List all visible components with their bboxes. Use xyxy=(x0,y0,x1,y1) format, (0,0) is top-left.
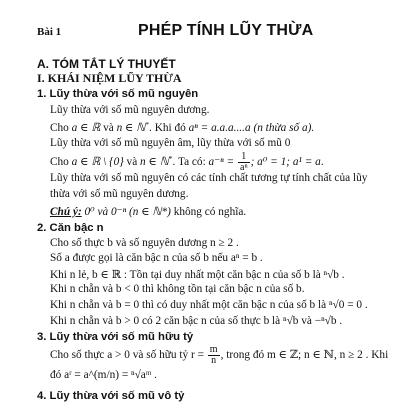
s3-l1-frac-num: m xyxy=(209,344,218,355)
s1-l4-period: . xyxy=(320,156,324,169)
note-condition: (n ∈ ℕ*) xyxy=(126,206,171,218)
s2-line4: Khi n chẵn và b < 0 thì không tồn tại căn bậc n của số b. xyxy=(50,283,305,295)
s1-line5: Lũy thừa với số mũ nguyên có các tính chất tương tự tính chất của lũy xyxy=(50,172,368,184)
s2-line3: Khi n lẻ, b ∈ ℝ : Tồn tại duy nhất một căn bậc n của số b là ⁿ√b . xyxy=(50,269,345,281)
s3-l1-rest: , trong đó m ∈ ℤ; n ∈ ℕ, n ≥ 2 . Khi xyxy=(220,349,389,362)
s2-heading: 2. Căn bậc n xyxy=(37,222,104,234)
s1-line3: Lũy thừa với số mũ nguyên âm, lũy thừa với số mũ 0 xyxy=(50,137,291,149)
s3-l1-fraction xyxy=(208,345,220,366)
s1-l4-formula-rest: ; a⁰ = 1; a¹ = a xyxy=(250,156,321,169)
s1-l2-note: (n thừa số a). xyxy=(250,122,315,134)
s3-line2: đó aʳ = a^(m/n) = ⁿ√aᵐ . xyxy=(50,369,157,381)
s1-line1: Lũy thừa với số mũ nguyên dương. xyxy=(50,104,210,116)
s4-heading: 4. Lũy thừa với số mũ vô tỷ xyxy=(37,390,185,402)
s1-l2-text: Cho xyxy=(50,122,72,134)
s2-line2: Số a được gọi là căn bậc n của số b nếu aⁿ = b . xyxy=(50,252,263,264)
s1-note xyxy=(50,205,246,218)
s1-l4-frac-den: aⁿ xyxy=(240,162,248,173)
s1-l2-khido: . Khi đó xyxy=(149,122,189,134)
s1-l4-formula: a⁻ⁿ = xyxy=(208,156,237,169)
section-i-title: I. KHÁI NIỆM LŨY THỪA xyxy=(37,71,182,85)
s3-l1-frac-den: n xyxy=(211,355,217,366)
s1-line2 xyxy=(50,121,314,134)
s1-l4-text: Cho xyxy=(50,156,72,169)
s1-l4-math-n: n ∈ ℕ xyxy=(140,156,169,169)
s1-l4-frac-num: 1 xyxy=(238,152,250,163)
s1-l4-star: * xyxy=(168,154,173,164)
s1-l2-and: và xyxy=(100,122,117,134)
note-formula: 0⁰ và 0⁻ⁿ xyxy=(81,206,127,218)
s1-l2-formula: aⁿ = a.a.a....a xyxy=(188,122,251,134)
s1-heading: 1. Lũy thừa với số mũ nguyên xyxy=(37,88,199,100)
s3-line1 xyxy=(50,345,388,366)
s2-line1: Cho số thực b và số nguyên dương n ≥ 2 . xyxy=(50,237,239,249)
s1-l2-math-a: a ∈ ℝ xyxy=(71,122,101,134)
s1-l4-math-a: a ∈ ℝ \ {0} xyxy=(71,156,124,169)
lesson-number: Bài 1 xyxy=(37,26,62,38)
s1-l4-and: và xyxy=(123,156,141,169)
s3-l1-text: Cho số thực a > 0 và số hữu tỷ r = xyxy=(50,349,207,362)
s2-line6: Khi n chẵn và b > 0 có 2 căn bậc n của số thực b là ⁿ√b và −ⁿ√b . xyxy=(50,315,343,327)
s3-heading: 3. Lũy thừa với số mũ hữu tỷ xyxy=(37,331,194,343)
s1-l2-star: * xyxy=(145,120,150,129)
s1-l4-taco: . Ta có: xyxy=(172,156,209,169)
page-title: PHÉP TÍNH LŨY THỪA xyxy=(138,22,314,39)
s1-line6: thừa với số mũ nguyên dương. xyxy=(50,188,189,200)
s1-l2-math-n: n ∈ ℕ xyxy=(116,122,146,134)
section-a-title: A. TÓM TẮT LÝ THUYẾT xyxy=(37,57,176,71)
note-label: Chú ý: xyxy=(50,206,82,218)
s1-l4-fraction xyxy=(238,152,250,173)
note-text: không có nghĩa. xyxy=(170,206,247,218)
s2-line5: Khi n chẵn và b = 0 thì có duy nhất một căn bậc n của số b là ⁿ√0 = 0 . xyxy=(50,299,368,311)
s1-line4 xyxy=(50,152,324,173)
